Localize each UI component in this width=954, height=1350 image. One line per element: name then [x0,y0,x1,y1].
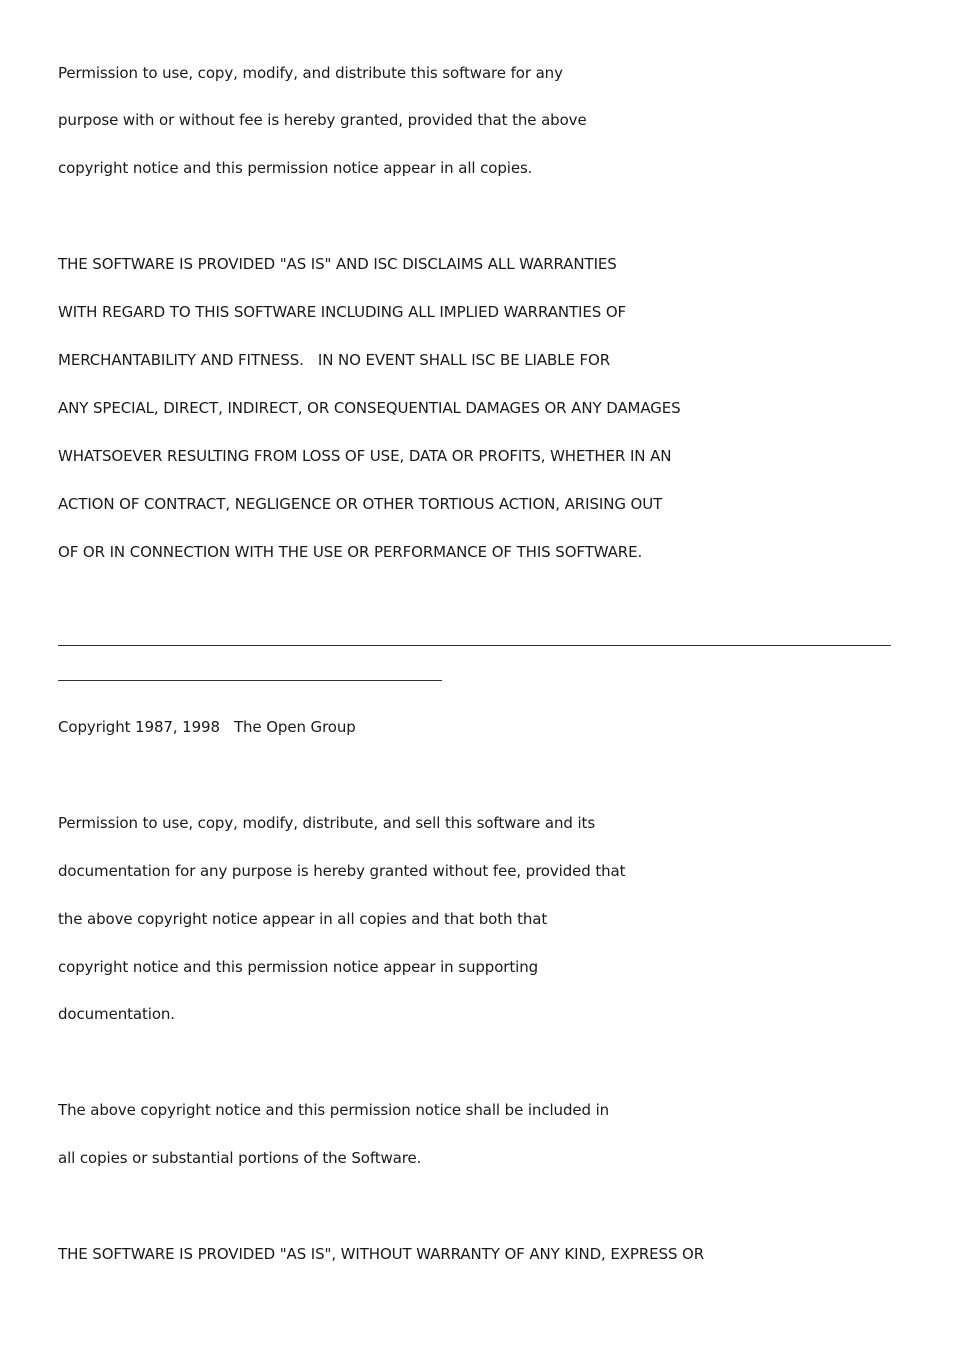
separator-rule-2 [58,680,442,681]
isc-disclaimer-line-1: THE SOFTWARE IS PROVIDED "AS IS" AND ISC DISCLAIMS ALL WARRANTIES [58,255,617,273]
isc-permission-line-1: Permission to use, copy, modify, and distribute this software for any [58,64,563,82]
isc-disclaimer-line-5: WHATSOEVER RESULTING FROM LOSS OF USE, DATA OR PROFITS, WHETHER IN AN [58,447,672,465]
open-group-copyright: Copyright 1987, 1998 The Open Group [58,718,356,736]
isc-permission-line-3: copyright notice and this permission notice appear in all copies. [58,159,533,177]
open-group-permission-line-5: documentation. [58,1005,175,1023]
open-group-permission-line-2: documentation for any purpose is hereby granted without fee, provided that [58,862,626,880]
open-group-permission-line-1: Permission to use, copy, modify, distribute, and sell this software and its [58,814,596,832]
isc-disclaimer-line-2: WITH REGARD TO THIS SOFTWARE INCLUDING ALL IMPLIED WARRANTIES OF [58,303,627,321]
isc-disclaimer-line-3: MERCHANTABILITY AND FITNESS. IN NO EVENT SHALL ISC BE LIABLE FOR [58,351,611,369]
isc-disclaimer-line-4: ANY SPECIAL, DIRECT, INDIRECT, OR CONSEQUENTIAL DAMAGES OR ANY DAMAGES [58,399,681,417]
isc-disclaimer-line-6: ACTION OF CONTRACT, NEGLIGENCE OR OTHER TORTIOUS ACTION, ARISING OUT [58,495,663,513]
open-group-permission-line-3: the above copyright notice appear in all copies and that both that [58,910,548,928]
open-group-permission-line-4: copyright notice and this permission notice appear in supporting [58,958,539,976]
isc-permission-line-2: purpose with or without fee is hereby granted, provided that the above [58,111,587,129]
open-group-inclusion-line-2: all copies or substantial portions of the Software. [58,1149,422,1167]
open-group-inclusion-line-1: The above copyright notice and this permission notice shall be included in [58,1101,610,1119]
open-group-disclaimer-line-1: THE SOFTWARE IS PROVIDED "AS IS", WITHOUT WARRANTY OF ANY KIND, EXPRESS OR [58,1245,705,1263]
separator-rule-1 [58,645,891,646]
isc-disclaimer-line-7: OF OR IN CONNECTION WITH THE USE OR PERFORMANCE OF THIS SOFTWARE. [58,543,643,561]
